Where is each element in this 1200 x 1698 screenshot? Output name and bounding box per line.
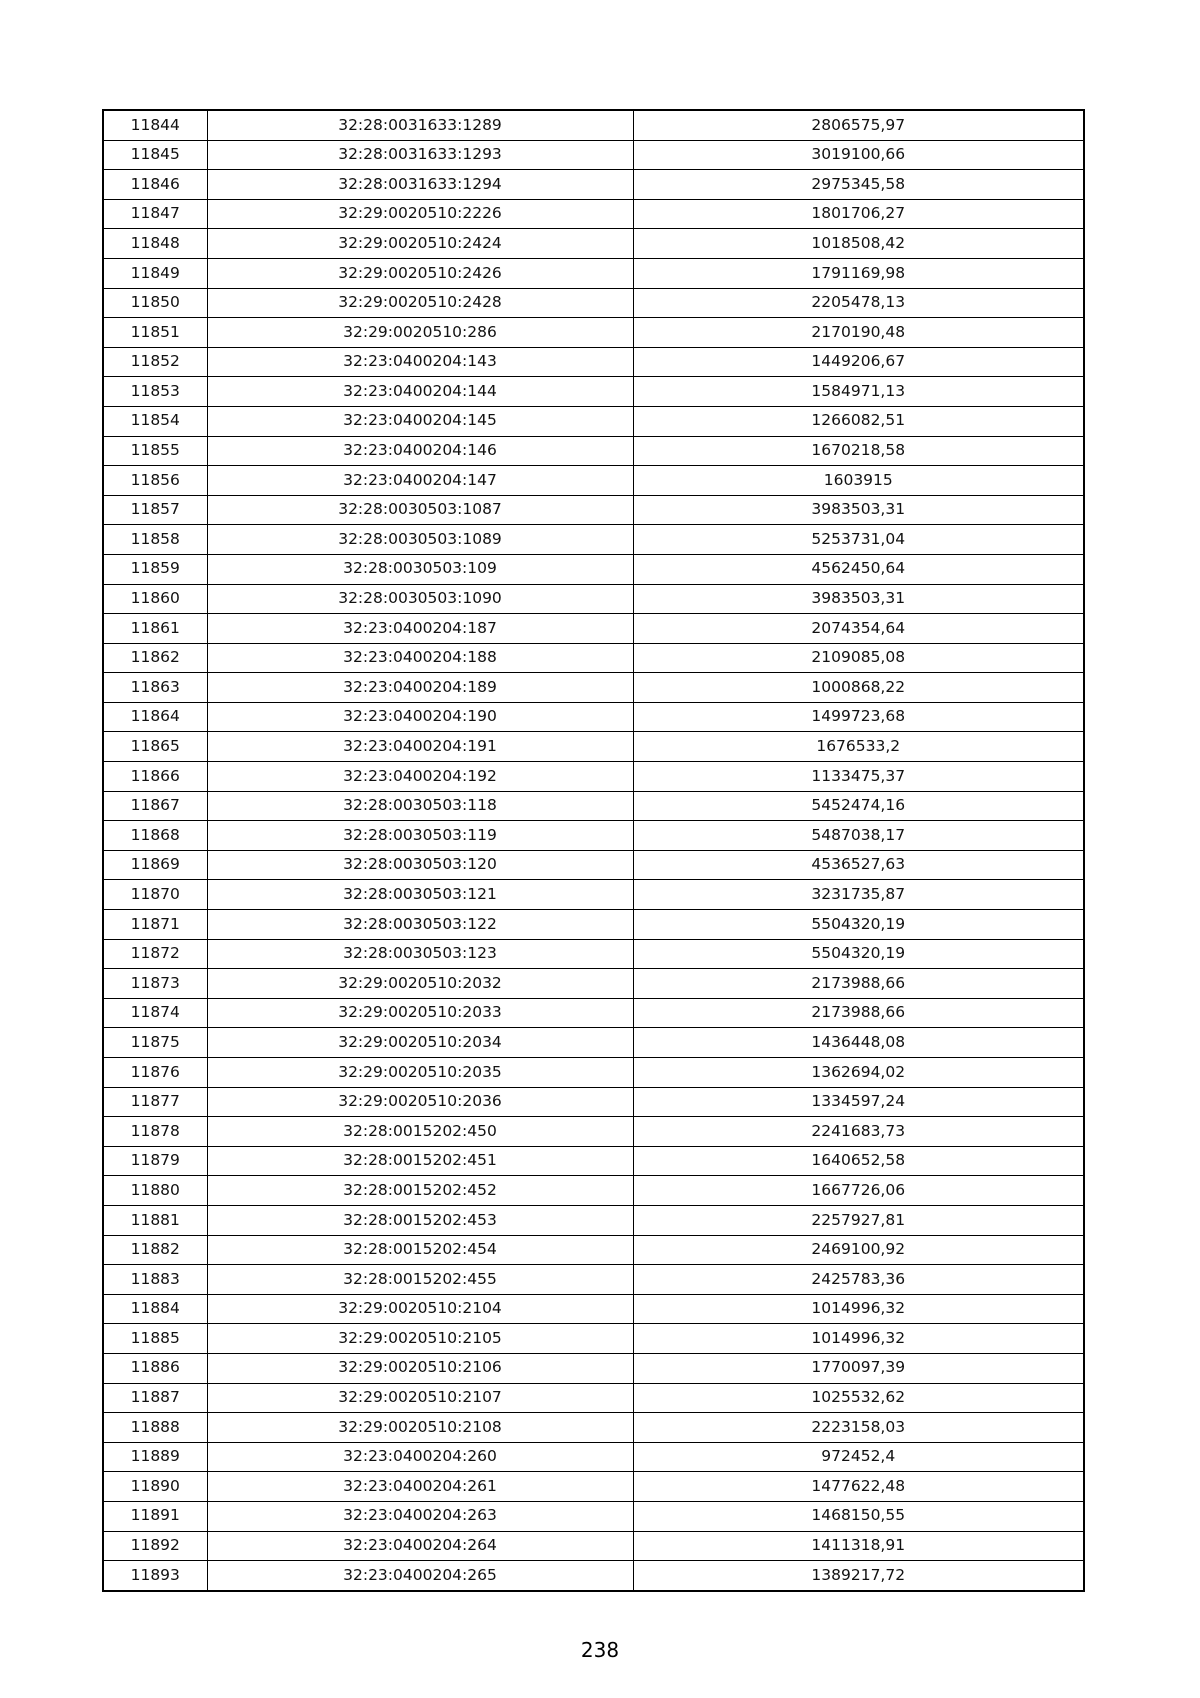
table-body bbox=[103, 110, 1084, 1591]
row-number-cell: 11868 bbox=[103, 821, 207, 851]
cadastral-number-cell: 32:23:0400204:146 bbox=[207, 436, 633, 466]
table-row bbox=[103, 791, 1084, 821]
table-row bbox=[103, 910, 1084, 940]
row-number-cell: 11891 bbox=[103, 1501, 207, 1531]
cadastral-value-cell: 5452474,16 bbox=[633, 791, 1084, 821]
row-number-cell: 11870 bbox=[103, 880, 207, 910]
row-number-cell: 11879 bbox=[103, 1146, 207, 1176]
row-number-cell: 11862 bbox=[103, 643, 207, 673]
cadastral-value-cell: 1389217,72 bbox=[633, 1561, 1084, 1591]
cadastral-number-cell: 32:29:0020510:286 bbox=[207, 318, 633, 348]
table-row bbox=[103, 1265, 1084, 1295]
table-row bbox=[103, 1117, 1084, 1147]
cadastral-value-cell: 1667726,06 bbox=[633, 1176, 1084, 1206]
table-row bbox=[103, 110, 1084, 140]
row-number-cell: 11888 bbox=[103, 1413, 207, 1443]
cadastral-number-cell: 32:28:0030503:119 bbox=[207, 821, 633, 851]
cadastral-value-cell: 2469100,92 bbox=[633, 1235, 1084, 1265]
cadastral-value-cell: 2205478,13 bbox=[633, 288, 1084, 318]
cadastral-number-cell: 32:23:0400204:188 bbox=[207, 643, 633, 673]
page-number: 238 bbox=[580, 1638, 620, 1662]
cadastral-value-cell: 2170190,48 bbox=[633, 318, 1084, 348]
cadastral-value-cell: 1018508,42 bbox=[633, 229, 1084, 259]
row-number-cell: 11885 bbox=[103, 1324, 207, 1354]
cadastral-value-cell: 2806575,97 bbox=[633, 110, 1084, 140]
cadastral-value-cell: 1477622,48 bbox=[633, 1472, 1084, 1502]
cadastral-value-cell: 2173988,66 bbox=[633, 998, 1084, 1028]
table-row bbox=[103, 1383, 1084, 1413]
table-row bbox=[103, 288, 1084, 318]
cadastral-value-cell: 1436448,08 bbox=[633, 1028, 1084, 1058]
table-row bbox=[103, 1472, 1084, 1502]
cadastral-number-cell: 32:23:0400204:147 bbox=[207, 466, 633, 496]
row-number-cell: 11865 bbox=[103, 732, 207, 762]
table-row bbox=[103, 1028, 1084, 1058]
cadastral-number-cell: 32:28:0030503:121 bbox=[207, 880, 633, 910]
cadastral-number-cell: 32:29:0020510:2108 bbox=[207, 1413, 633, 1443]
row-number-cell: 11889 bbox=[103, 1442, 207, 1472]
cadastral-value-cell: 3983503,31 bbox=[633, 495, 1084, 525]
cadastral-number-cell: 32:23:0400204:191 bbox=[207, 732, 633, 762]
row-number-cell: 11876 bbox=[103, 1058, 207, 1088]
cadastral-number-cell: 32:29:0020510:2426 bbox=[207, 258, 633, 288]
cadastral-number-cell: 32:28:0030503:120 bbox=[207, 850, 633, 880]
table-row bbox=[103, 850, 1084, 880]
cadastral-value-cell: 5504320,19 bbox=[633, 910, 1084, 940]
table-row bbox=[103, 525, 1084, 555]
table-row bbox=[103, 1205, 1084, 1235]
cadastral-number-cell: 32:23:0400204:192 bbox=[207, 762, 633, 792]
cadastral-number-cell: 32:23:0400204:261 bbox=[207, 1472, 633, 1502]
cadastral-value-cell: 5253731,04 bbox=[633, 525, 1084, 555]
cadastral-value-cell: 1676533,2 bbox=[633, 732, 1084, 762]
cadastral-value-cell: 2173988,66 bbox=[633, 969, 1084, 999]
row-number-cell: 11880 bbox=[103, 1176, 207, 1206]
cadastral-value-cell: 1334597,24 bbox=[633, 1087, 1084, 1117]
table-row bbox=[103, 1501, 1084, 1531]
table-row bbox=[103, 199, 1084, 229]
cadastral-value-cell: 1411318,91 bbox=[633, 1531, 1084, 1561]
row-number-cell: 11872 bbox=[103, 939, 207, 969]
cadastral-value-cell: 1640652,58 bbox=[633, 1146, 1084, 1176]
table-row bbox=[103, 1146, 1084, 1176]
row-number-cell: 11851 bbox=[103, 318, 207, 348]
cadastral-value-cell: 1449206,67 bbox=[633, 347, 1084, 377]
row-number-cell: 11887 bbox=[103, 1383, 207, 1413]
table-row bbox=[103, 939, 1084, 969]
cadastral-number-cell: 32:28:0030503:122 bbox=[207, 910, 633, 940]
cadastral-number-cell: 32:28:0015202:452 bbox=[207, 1176, 633, 1206]
table-row bbox=[103, 1087, 1084, 1117]
cadastral-number-cell: 32:23:0400204:143 bbox=[207, 347, 633, 377]
cadastral-value-cell: 5504320,19 bbox=[633, 939, 1084, 969]
table-row bbox=[103, 1442, 1084, 1472]
row-number-cell: 11848 bbox=[103, 229, 207, 259]
row-number-cell: 11875 bbox=[103, 1028, 207, 1058]
table-row bbox=[103, 643, 1084, 673]
cadastral-value-cell: 1133475,37 bbox=[633, 762, 1084, 792]
cadastral-value-cell: 3231735,87 bbox=[633, 880, 1084, 910]
table-row bbox=[103, 614, 1084, 644]
cadastral-number-cell: 32:29:0020510:2428 bbox=[207, 288, 633, 318]
cadastral-number-cell: 32:29:0020510:2036 bbox=[207, 1087, 633, 1117]
row-number-cell: 11890 bbox=[103, 1472, 207, 1502]
cadastral-value-cell: 1770097,39 bbox=[633, 1353, 1084, 1383]
table-row bbox=[103, 762, 1084, 792]
table-row bbox=[103, 584, 1084, 614]
cadastral-value-cell: 1468150,55 bbox=[633, 1501, 1084, 1531]
cadastral-number-cell: 32:29:0020510:2104 bbox=[207, 1294, 633, 1324]
table-row bbox=[103, 1294, 1084, 1324]
cadastral-value-cell: 1499723,68 bbox=[633, 702, 1084, 732]
cadastral-number-cell: 32:23:0400204:145 bbox=[207, 406, 633, 436]
row-number-cell: 11883 bbox=[103, 1265, 207, 1295]
row-number-cell: 11884 bbox=[103, 1294, 207, 1324]
row-number-cell: 11853 bbox=[103, 377, 207, 407]
row-number-cell: 11864 bbox=[103, 702, 207, 732]
cadastral-value-cell: 1791169,98 bbox=[633, 258, 1084, 288]
cadastral-value-cell: 1670218,58 bbox=[633, 436, 1084, 466]
cadastral-number-cell: 32:29:0020510:2033 bbox=[207, 998, 633, 1028]
cadastral-value-cell: 972452,4 bbox=[633, 1442, 1084, 1472]
row-number-cell: 11871 bbox=[103, 910, 207, 940]
cadastral-value-cell: 1801706,27 bbox=[633, 199, 1084, 229]
table-row bbox=[103, 969, 1084, 999]
cadastral-number-cell: 32:28:0030503:1090 bbox=[207, 584, 633, 614]
cadastral-value-cell: 2223158,03 bbox=[633, 1413, 1084, 1443]
table-row bbox=[103, 170, 1084, 200]
cadastral-value-cell: 1266082,51 bbox=[633, 406, 1084, 436]
table-row bbox=[103, 1235, 1084, 1265]
cadastral-value-cell: 2241683,73 bbox=[633, 1117, 1084, 1147]
cadastral-number-cell: 32:28:0015202:453 bbox=[207, 1205, 633, 1235]
table-row bbox=[103, 229, 1084, 259]
cadastral-number-cell: 32:29:0020510:2032 bbox=[207, 969, 633, 999]
row-number-cell: 11892 bbox=[103, 1531, 207, 1561]
cadastral-number-cell: 32:29:0020510:2226 bbox=[207, 199, 633, 229]
cadastral-number-cell: 32:23:0400204:190 bbox=[207, 702, 633, 732]
row-number-cell: 11863 bbox=[103, 673, 207, 703]
cadastral-value-cell: 1603915 bbox=[633, 466, 1084, 496]
cadastral-value-cell: 3019100,66 bbox=[633, 140, 1084, 170]
cadastral-value-cell: 1014996,32 bbox=[633, 1294, 1084, 1324]
row-number-cell: 11867 bbox=[103, 791, 207, 821]
row-number-cell: 11878 bbox=[103, 1117, 207, 1147]
row-number-cell: 11855 bbox=[103, 436, 207, 466]
row-number-cell: 11866 bbox=[103, 762, 207, 792]
table-row bbox=[103, 377, 1084, 407]
table-row bbox=[103, 880, 1084, 910]
cadastral-value-table bbox=[102, 109, 1085, 1592]
cadastral-value-cell: 2257927,81 bbox=[633, 1205, 1084, 1235]
cadastral-value-cell: 1025532,62 bbox=[633, 1383, 1084, 1413]
row-number-cell: 11856 bbox=[103, 466, 207, 496]
table-row bbox=[103, 1353, 1084, 1383]
cadastral-value-cell: 1014996,32 bbox=[633, 1324, 1084, 1354]
row-number-cell: 11849 bbox=[103, 258, 207, 288]
row-number-cell: 11844 bbox=[103, 110, 207, 140]
cadastral-number-cell: 32:29:0020510:2034 bbox=[207, 1028, 633, 1058]
cadastral-number-cell: 32:29:0020510:2424 bbox=[207, 229, 633, 259]
cadastral-number-cell: 32:23:0400204:189 bbox=[207, 673, 633, 703]
row-number-cell: 11852 bbox=[103, 347, 207, 377]
table-row bbox=[103, 673, 1084, 703]
cadastral-value-cell: 1362694,02 bbox=[633, 1058, 1084, 1088]
cadastral-number-cell: 32:28:0015202:451 bbox=[207, 1146, 633, 1176]
cadastral-value-cell: 1000868,22 bbox=[633, 673, 1084, 703]
cadastral-number-cell: 32:28:0030503:123 bbox=[207, 939, 633, 969]
row-number-cell: 11847 bbox=[103, 199, 207, 229]
cadastral-value-cell: 2109085,08 bbox=[633, 643, 1084, 673]
cadastral-value-cell: 2975345,58 bbox=[633, 170, 1084, 200]
cadastral-number-cell: 32:28:0030503:1087 bbox=[207, 495, 633, 525]
cadastral-number-cell: 32:28:0030503:1089 bbox=[207, 525, 633, 555]
cadastral-number-cell: 32:28:0031633:1294 bbox=[207, 170, 633, 200]
cadastral-number-cell: 32:28:0015202:454 bbox=[207, 1235, 633, 1265]
row-number-cell: 11859 bbox=[103, 554, 207, 584]
row-number-cell: 11846 bbox=[103, 170, 207, 200]
cadastral-value-cell: 2425783,36 bbox=[633, 1265, 1084, 1295]
cadastral-number-cell: 32:23:0400204:144 bbox=[207, 377, 633, 407]
cadastral-number-cell: 32:28:0031633:1289 bbox=[207, 110, 633, 140]
cadastral-number-cell: 32:28:0015202:455 bbox=[207, 1265, 633, 1295]
row-number-cell: 11860 bbox=[103, 584, 207, 614]
row-number-cell: 11881 bbox=[103, 1205, 207, 1235]
row-number-cell: 11854 bbox=[103, 406, 207, 436]
cadastral-number-cell: 32:29:0020510:2106 bbox=[207, 1353, 633, 1383]
cadastral-number-cell: 32:28:0015202:450 bbox=[207, 1117, 633, 1147]
table-row bbox=[103, 998, 1084, 1028]
table-row bbox=[103, 258, 1084, 288]
row-number-cell: 11858 bbox=[103, 525, 207, 555]
cadastral-number-cell: 32:28:0030503:118 bbox=[207, 791, 633, 821]
cadastral-number-cell: 32:29:0020510:2107 bbox=[207, 1383, 633, 1413]
row-number-cell: 11869 bbox=[103, 850, 207, 880]
table-row bbox=[103, 140, 1084, 170]
row-number-cell: 11845 bbox=[103, 140, 207, 170]
table-row bbox=[103, 821, 1084, 851]
cadastral-value-cell: 3983503,31 bbox=[633, 584, 1084, 614]
table-row bbox=[103, 436, 1084, 466]
table-row bbox=[103, 406, 1084, 436]
table-row bbox=[103, 1324, 1084, 1354]
row-number-cell: 11882 bbox=[103, 1235, 207, 1265]
cadastral-number-cell: 32:23:0400204:263 bbox=[207, 1501, 633, 1531]
cadastral-number-cell: 32:28:0031633:1293 bbox=[207, 140, 633, 170]
cadastral-value-cell: 1584971,13 bbox=[633, 377, 1084, 407]
table-row bbox=[103, 702, 1084, 732]
cadastral-value-cell: 4536527,63 bbox=[633, 850, 1084, 880]
row-number-cell: 11877 bbox=[103, 1087, 207, 1117]
cadastral-number-cell: 32:23:0400204:187 bbox=[207, 614, 633, 644]
table-row bbox=[103, 554, 1084, 584]
table-row bbox=[103, 732, 1084, 762]
table-row bbox=[103, 495, 1084, 525]
cadastral-value-cell: 2074354,64 bbox=[633, 614, 1084, 644]
row-number-cell: 11861 bbox=[103, 614, 207, 644]
row-number-cell: 11857 bbox=[103, 495, 207, 525]
cadastral-number-cell: 32:28:0030503:109 bbox=[207, 554, 633, 584]
row-number-cell: 11873 bbox=[103, 969, 207, 999]
cadastral-value-cell: 4562450,64 bbox=[633, 554, 1084, 584]
table-row bbox=[103, 1561, 1084, 1591]
table-row bbox=[103, 1176, 1084, 1206]
cadastral-number-cell: 32:29:0020510:2035 bbox=[207, 1058, 633, 1088]
cadastral-number-cell: 32:23:0400204:264 bbox=[207, 1531, 633, 1561]
table-row bbox=[103, 466, 1084, 496]
table-row bbox=[103, 318, 1084, 348]
cadastral-value-cell: 5487038,17 bbox=[633, 821, 1084, 851]
table-row bbox=[103, 347, 1084, 377]
cadastral-number-cell: 32:23:0400204:265 bbox=[207, 1561, 633, 1591]
table-row bbox=[103, 1531, 1084, 1561]
row-number-cell: 11886 bbox=[103, 1353, 207, 1383]
table-row bbox=[103, 1413, 1084, 1443]
cadastral-number-cell: 32:29:0020510:2105 bbox=[207, 1324, 633, 1354]
table-row bbox=[103, 1058, 1084, 1088]
row-number-cell: 11874 bbox=[103, 998, 207, 1028]
row-number-cell: 11850 bbox=[103, 288, 207, 318]
row-number-cell: 11893 bbox=[103, 1561, 207, 1591]
cadastral-number-cell: 32:23:0400204:260 bbox=[207, 1442, 633, 1472]
